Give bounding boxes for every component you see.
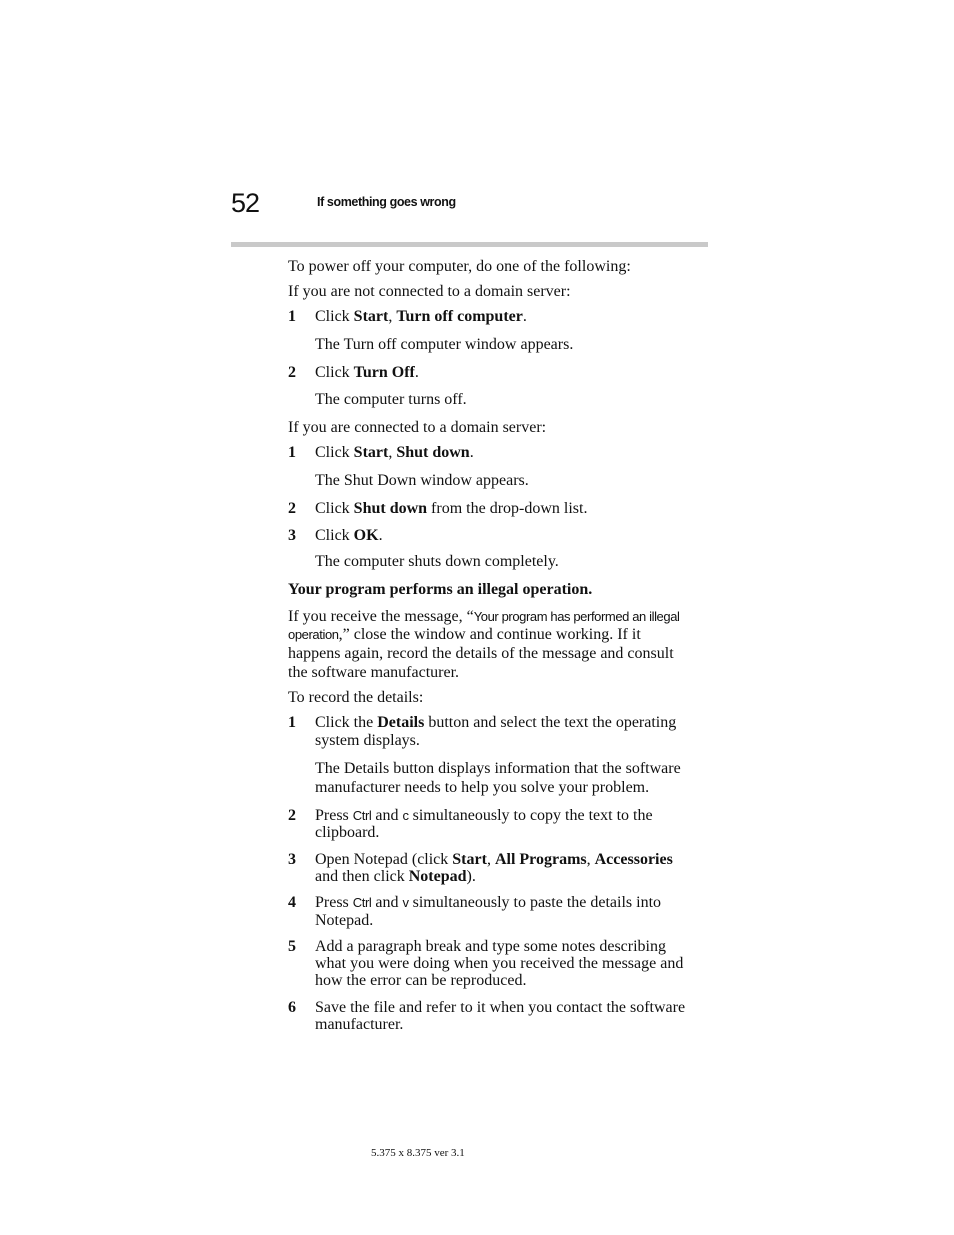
step-result: manufacturer needs to help you solve your problem. — [315, 779, 650, 796]
step-number: 1 — [288, 308, 296, 325]
step-text: Notepad. — [315, 912, 374, 929]
step-text: what you were doing when you received the message and — [315, 955, 684, 972]
paragraph-line: If you receive the message, “Your program has performed an illegal — [288, 608, 680, 625]
intro-text: To power off your computer, do one of the following: — [288, 258, 631, 275]
step-text: manufacturer. — [315, 1016, 404, 1033]
record-intro: To record the details: — [288, 689, 424, 706]
paragraph-line: happens again, record the details of the message and consult — [288, 645, 674, 662]
step-text: Click Turn Off. — [315, 364, 419, 381]
step-text: Click Shut down from the drop-down list. — [315, 500, 588, 517]
step-text: Click Start, Shut down. — [315, 444, 474, 461]
step-result: The Shut Down window appears. — [315, 472, 529, 489]
step-number: 4 — [288, 894, 296, 911]
step-number: 1 — [288, 444, 296, 461]
step-result: The computer shuts down completely. — [315, 553, 559, 570]
paragraph-line: operation,” close the window and continue working. If it — [288, 626, 641, 643]
step-result: The Details button displays information that the software — [315, 760, 681, 777]
step-number: 2 — [288, 500, 296, 517]
step-text: clipboard. — [315, 824, 380, 841]
step-number: 6 — [288, 999, 296, 1016]
step-result: The computer turns off. — [315, 391, 467, 408]
step-number: 3 — [288, 851, 296, 868]
step-text: how the error can be reproduced. — [315, 972, 527, 989]
step-text: and then click Notepad). — [315, 868, 476, 885]
step-text: Add a paragraph break and type some notes describing — [315, 938, 666, 955]
step-text: Press Ctrl and c simultaneously to copy the text to the — [315, 807, 653, 824]
running-head: If something goes wrong — [317, 195, 456, 209]
domain-intro: If you are connected to a domain server: — [288, 419, 547, 436]
step-number: 2 — [288, 807, 296, 824]
header-rule — [231, 242, 708, 247]
section-subheading: Your program performs an illegal operation. — [288, 581, 593, 598]
paragraph-line: the software manufacturer. — [288, 664, 460, 681]
step-number: 1 — [288, 714, 296, 731]
step-number: 2 — [288, 364, 296, 381]
step-number: 3 — [288, 527, 296, 544]
step-text: Save the file and refer to it when you contact the software — [315, 999, 686, 1016]
step-result: The Turn off computer window appears. — [315, 336, 574, 353]
step-text: system displays. — [315, 732, 420, 749]
step-number: 5 — [288, 938, 296, 955]
step-text: Click Start, Turn off computer. — [315, 308, 527, 325]
page-number: 52 — [231, 188, 260, 218]
step-text: Click the Details button and select the text the operating — [315, 714, 677, 731]
step-text: Click OK. — [315, 527, 383, 544]
no-domain-intro: If you are not connected to a domain server: — [288, 283, 571, 300]
step-text: Press Ctrl and v simultaneously to paste the details into — [315, 894, 662, 911]
step-text: Open Notepad (click Start, All Programs, Accessories — [315, 851, 673, 868]
footer-version: 5.375 x 8.375 ver 3.1 — [371, 1147, 465, 1159]
